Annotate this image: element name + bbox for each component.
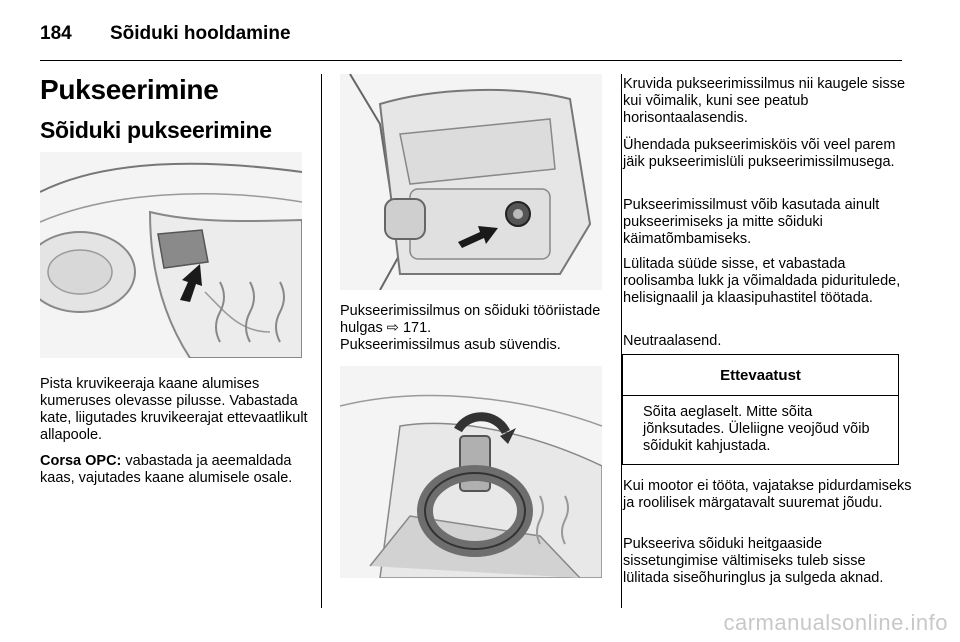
section-subtitle: Sõiduki pukseerimine <box>40 117 272 143</box>
page-header <box>40 18 291 50</box>
page-reference-number[interactable]: 171. <box>398 320 432 336</box>
right-paragraph-7: Pukseeriva sõiduki heitgaaside sissetungimise vältimiseks tuleb sisse lülitada siseõhuringlus ja sulgeda aknad. <box>623 536 884 586</box>
left-paragraph-2 <box>40 453 310 487</box>
warning-title: Ettevaatust <box>623 355 898 396</box>
watermark: carmanualsonline.info <box>723 610 948 635</box>
page-number: 184 <box>40 23 72 44</box>
column-divider-left <box>321 74 322 608</box>
chapter-title: Sõiduki hooldamine <box>110 23 291 44</box>
section-title: Pukseerimine <box>40 74 219 105</box>
right-paragraph-6: Kui mootor ei tööta, vajatakse pidurdamiseks ja roolilisek märgatavalt suuremat jõudu. <box>623 478 912 511</box>
middle-paragraph-1 <box>340 303 610 354</box>
bumper-cover-illustration <box>40 152 302 358</box>
column-divider-right <box>621 74 622 608</box>
page-reference-arrow-icon[interactable]: ⇨ <box>386 320 399 336</box>
right-paragraph-5: Neutraalasend. <box>623 333 722 349</box>
warning-body: Sõita aeglaselt. Mitte sõita jõnksutades. Üleliigne veojõud võib sõidukit kahjustada. <box>643 404 870 454</box>
towing-eye-illustration <box>340 366 602 578</box>
middle-text-a: Pukseerimissilmus on sõiduki tööriistade hulgas <box>340 303 601 336</box>
header-rule <box>40 60 902 61</box>
right-paragraph-4: Lülitada süüde sisse, et vabastada roolisamba lukk ja võimaldada piduritulede, helisignaalil ja klaasipuhastitel töötada. <box>623 256 901 306</box>
tool-compartment-illustration <box>340 74 602 290</box>
right-paragraph-2: Ühendada pukseerimisköis või veel parem jäik pukseerimislüli pukseerimissilmusega. <box>623 137 896 170</box>
model-label: Corsa OPC: <box>40 453 122 469</box>
right-paragraph-1: Kruvida pukseerimissilmus nii kaugele sisse kui võimalik, kuni see peatub horisontaalasendis. <box>623 76 906 126</box>
left-paragraph-1: Pista kruvikeeraja kaane alumises kumeruses olevasse pilusse. Vabastada kate, liigutades kruvikeerajat ettevaatlikult allapoole. <box>40 376 308 443</box>
warning-box <box>622 354 899 465</box>
right-paragraph-3: Pukseerimissilmust võib kasutada ainult pukseerimiseks ja mitte sõiduki käimatõmbamiseks. <box>623 197 880 247</box>
middle-text-b: Pukseerimissilmus asub süvendis. <box>340 337 561 353</box>
model-text: vabastada ja aeemaldada kaas, vajutades kaane alumisele osale. <box>40 453 293 486</box>
